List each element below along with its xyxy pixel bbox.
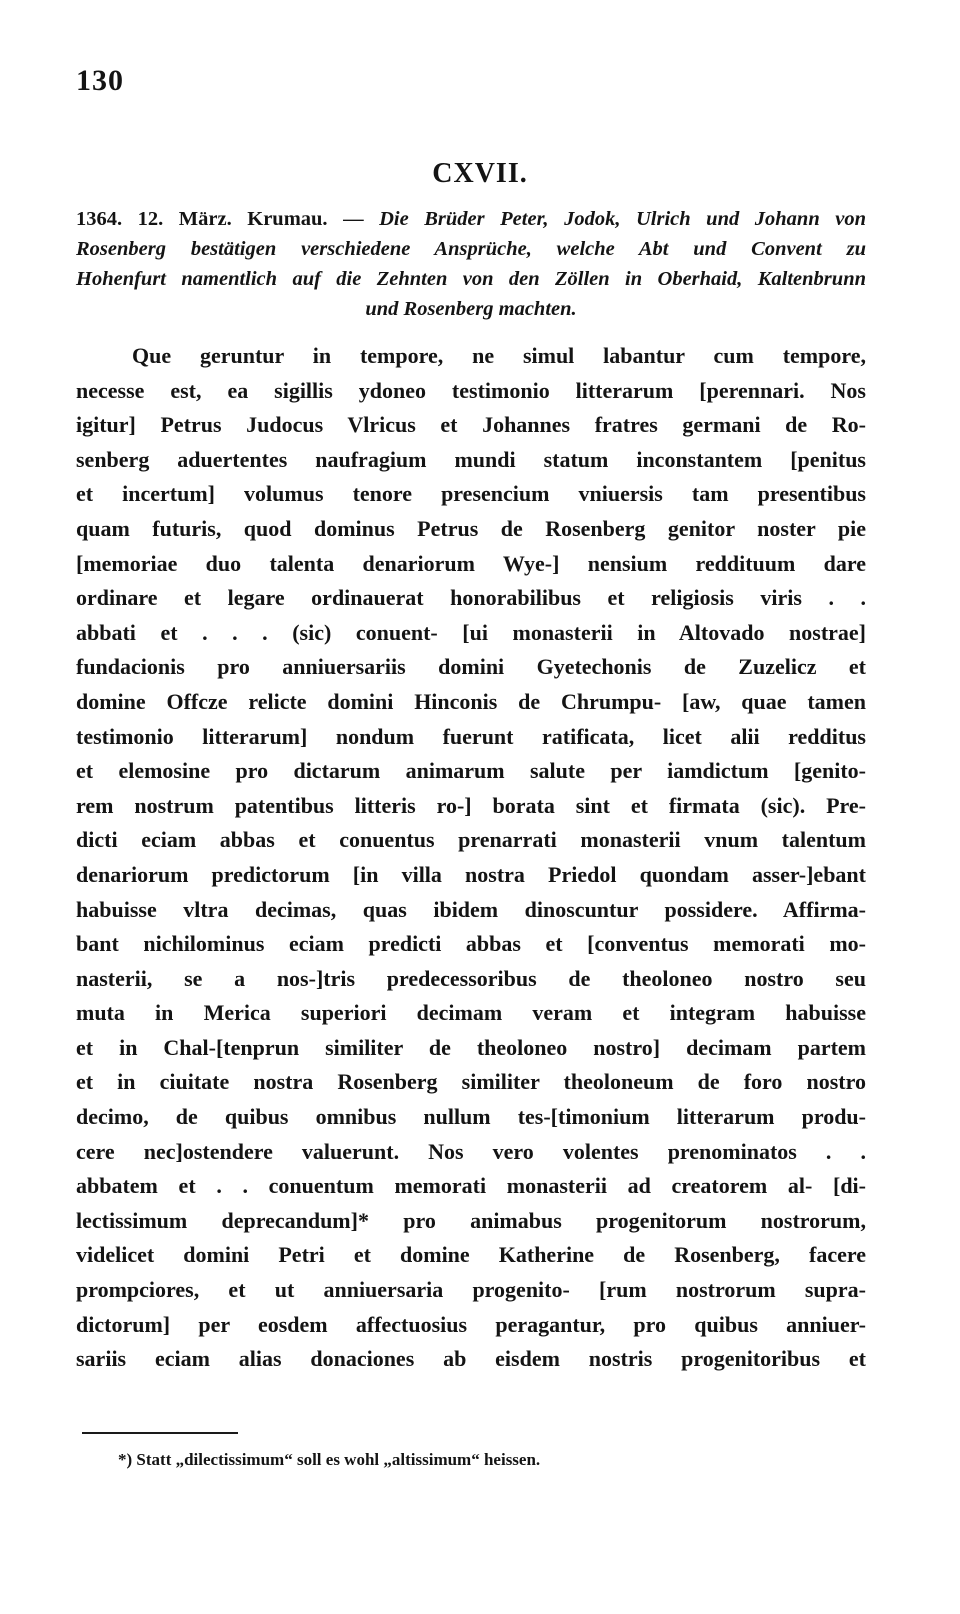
body-line: muta in Merica superiori decimam veram et integram habuisse xyxy=(76,1000,866,1026)
body-line: sariis eciam alias donaciones ab eisdem nostris progenitoribus et xyxy=(76,1346,866,1372)
body-line: dictorum] per eosdem affectuosius peragantur, pro quibus anniuer- xyxy=(76,1311,866,1337)
body-line: et elemosine pro dictarum animarum salute per iamdictum [genito- xyxy=(76,758,866,784)
body-line: necesse est, ea sigillis ydoneo testimonio litterarum [perennari. Nos xyxy=(76,377,866,403)
body-line: dicti eciam abbas et conuentus prenarrati monasterii vnum talentum xyxy=(76,827,866,853)
body-line: denariorum predictorum [in villa nostra Priedol quondam asser-]ebant xyxy=(76,861,866,887)
body-line: prompciores, et ut anniuersaria progenito- [rum nostrorum supra- xyxy=(76,1277,866,1303)
body-line: et in Chal-[tenprun similiter de theoloneo nostro] decimam partem xyxy=(76,1034,866,1060)
body-line: et incertum] volumus tenore presencium vniuersis tam presentibus xyxy=(76,481,866,507)
body-line: senberg aduertentes naufragium mundi statum inconstantem [penitus xyxy=(76,446,866,472)
document-number-heading: CXVII. xyxy=(432,158,528,189)
body-line: nasterii, se a nos-]tris predecessoribus de theoloneo nostro seu xyxy=(76,965,866,991)
summary-line-2: Rosenberg bestätigen verschiedene Ansprüche, welche Abt und Convent zu xyxy=(76,238,866,260)
body-line: bant nichilominus eciam predicti abbas et [conventus memorati mo- xyxy=(76,931,866,957)
document-summary xyxy=(76,204,866,324)
footnote: *) Statt „dilectissimum“ soll es wohl „altissimum“ heissen. xyxy=(118,1450,541,1469)
body-line: habuisse vltra decimas, quas ibidem dinoscuntur possidere. Affirma- xyxy=(76,896,866,922)
body-line: videlicet domini Petri et domine Katherine de Rosenberg, facere xyxy=(76,1242,866,1268)
charter-body-text xyxy=(76,339,866,1377)
body-line: lectissimum deprecandum]* pro animabus progenitorum nostrorum, xyxy=(76,1207,866,1233)
body-line: ordinare et legare ordinauerat honorabilibus et religiosis viris . . xyxy=(76,585,866,611)
footnote-divider xyxy=(82,1432,238,1434)
body-line: cere nec]ostendere valuerunt. Nos vero volentes prenominatos . . xyxy=(76,1138,866,1164)
summary-line-4: und Rosenberg machten. xyxy=(365,298,577,320)
body-line: quam futuris, quod dominus Petrus de Rosenberg genitor noster pie xyxy=(76,515,866,541)
summary-line-1 xyxy=(76,204,866,234)
body-line: abbati et . . . (sic) conuent- [ui monasterii in Altovado nostrae] xyxy=(76,619,866,645)
body-line: testimonio litterarum] nondum fuerunt ratificata, licet alii redditus xyxy=(76,723,866,749)
body-line: domine Offcze relicte domini Hinconis de Chrumpu- [aw, quae tamen xyxy=(76,688,866,714)
summary-line-3: Hohenfurt namentlich auf die Zehnten von den Zöllen in Oberhaid, Kaltenbrunn xyxy=(76,268,866,290)
body-line: Que geruntur in tempore, ne simul labantur cum tempore, xyxy=(132,343,866,368)
body-line: [memoriae duo talenta denariorum Wye-] nensium reddituum dare xyxy=(76,550,866,576)
body-line: et in ciuitate nostra Rosenberg similiter theoloneum de foro nostro xyxy=(76,1069,866,1095)
body-line: rem nostrum patentibus litteris ro-] borata sint et firmata (sic). Pre- xyxy=(76,792,866,818)
body-line: abbatem et . . conuentum memorati monasterii ad creatorem al- [di- xyxy=(76,1173,866,1199)
summary-text: Die Brüder Peter, Jodok, Ulrich und Johann von xyxy=(379,208,866,230)
date-place: 1364. 12. März. Krumau. — xyxy=(76,208,364,230)
body-line: decimo, de quibus omnibus nullum tes-[timonium litterarum produ- xyxy=(76,1104,866,1130)
body-line: fundacionis pro anniuersariis domini Gyetechonis de Zuzelicz et xyxy=(76,654,866,680)
page-number: 130 xyxy=(76,64,124,97)
body-line: igitur] Petrus Judocus Vlricus et Johannes fratres germani de Ro- xyxy=(76,412,866,438)
